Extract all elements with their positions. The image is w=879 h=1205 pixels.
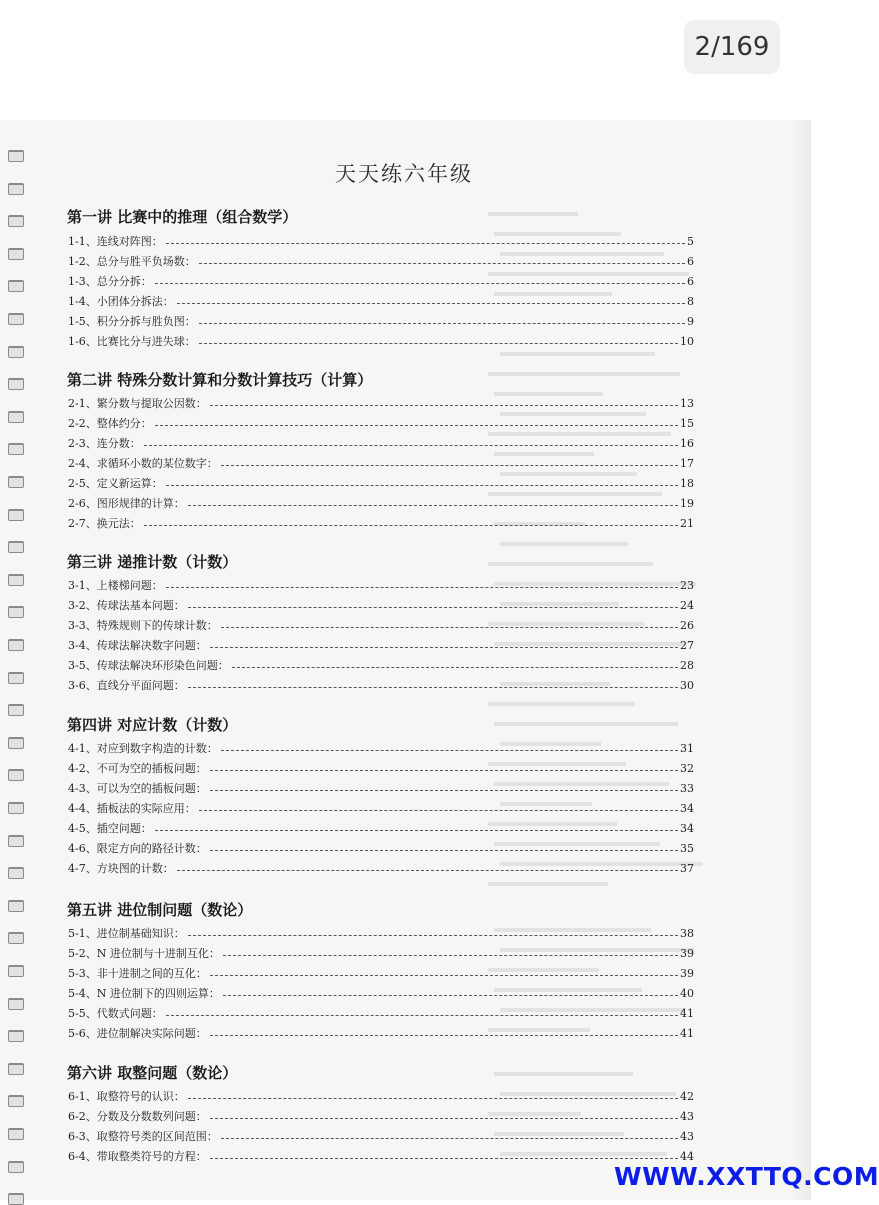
section-title: 第三讲 递推计数（计数） xyxy=(67,553,238,571)
binding-ring xyxy=(8,932,24,944)
bleed-through-stroke xyxy=(488,562,653,566)
dot-leader xyxy=(199,343,678,344)
toc-entry[interactable] xyxy=(68,676,694,694)
toc-entry[interactable] xyxy=(68,232,694,250)
binding-ring xyxy=(8,313,24,325)
toc-entry-label: 4-6、限定方向的路径计数： xyxy=(68,842,207,855)
toc-entry[interactable] xyxy=(68,839,694,857)
toc-entry[interactable] xyxy=(68,944,694,962)
toc-entry-label: 2-1、繁分数与提取公因数： xyxy=(68,397,207,410)
toc-entry-label: 1-2、总分与胜平负场数： xyxy=(68,255,196,268)
toc-entry-label: 3-1、上楼梯问题： xyxy=(68,579,163,592)
binding-ring xyxy=(8,965,24,977)
toc-entry[interactable] xyxy=(68,596,694,614)
dot-leader xyxy=(199,323,685,324)
dot-leader xyxy=(155,283,685,284)
toc-entry[interactable] xyxy=(68,779,694,797)
dot-leader xyxy=(221,750,678,751)
spiral-binding xyxy=(0,140,30,1200)
toc-entry[interactable] xyxy=(68,984,694,1002)
dot-leader xyxy=(188,935,678,936)
page-indicator: 2/169 xyxy=(684,20,780,74)
toc-entry[interactable] xyxy=(68,759,694,777)
toc-entry-label: 5-1、进位制基础知识： xyxy=(68,927,185,940)
toc-entry[interactable] xyxy=(68,474,694,492)
toc-entry-label: 1-4、小团体分拆法： xyxy=(68,295,174,308)
toc-entry-page: 33 xyxy=(680,781,694,795)
toc-entry-page: 34 xyxy=(680,821,694,835)
binding-ring xyxy=(8,672,24,684)
toc-entry[interactable] xyxy=(68,394,694,412)
binding-ring xyxy=(8,1128,24,1140)
dot-leader xyxy=(188,505,678,506)
toc-entry-page: 41 xyxy=(680,1026,694,1040)
toc-entry-label: 3-6、直线分平面问题： xyxy=(68,679,185,692)
toc-entry-page: 10 xyxy=(680,334,694,348)
binding-ring xyxy=(8,150,24,162)
binding-ring xyxy=(8,769,24,781)
toc-entry[interactable] xyxy=(68,859,694,877)
toc-entry-page: 40 xyxy=(680,986,694,1000)
dot-leader xyxy=(144,525,678,526)
dot-leader xyxy=(188,607,678,608)
binding-ring xyxy=(8,1161,24,1173)
bleed-through-stroke xyxy=(500,352,655,356)
toc-entry-label: 4-5、插空问题： xyxy=(68,822,152,835)
dot-leader xyxy=(223,955,678,956)
binding-ring xyxy=(8,574,24,586)
binding-ring xyxy=(8,606,24,618)
toc-entry-page: 42 xyxy=(680,1089,694,1103)
bleed-through-stroke xyxy=(494,1072,633,1076)
toc-entry-label: 1-6、比赛比分与进失球： xyxy=(68,335,196,348)
dot-leader xyxy=(210,770,678,771)
binding-ring xyxy=(8,1095,24,1107)
dot-leader xyxy=(199,263,685,264)
dot-leader xyxy=(144,445,678,446)
toc-entry[interactable] xyxy=(68,1024,694,1042)
bleed-through-stroke xyxy=(494,722,678,726)
toc-entry-label: 4-2、不可为空的插板问题： xyxy=(68,762,207,775)
section-title: 第五讲 进位制问题（数论） xyxy=(67,901,253,919)
binding-ring xyxy=(8,1030,24,1042)
binding-ring xyxy=(8,215,24,227)
toc-entry-label: 6-3、取整符号类的区间范围： xyxy=(68,1130,218,1143)
dot-leader xyxy=(177,870,678,871)
dot-leader xyxy=(166,587,678,588)
toc-entry-label: 2-7、换元法： xyxy=(68,517,141,530)
dot-leader xyxy=(210,1035,678,1036)
toc-entry-label: 3-3、特殊规则下的传球计数： xyxy=(68,619,218,632)
toc-entry-page: 6 xyxy=(687,254,694,268)
site-watermark: WWW.XXTTQ.COM xyxy=(614,1162,879,1191)
dot-leader xyxy=(210,647,678,648)
dot-leader xyxy=(155,830,678,831)
toc-entry[interactable] xyxy=(68,494,694,512)
dot-leader xyxy=(155,425,678,426)
toc-entry-label: 1-5、积分分拆与胜负图： xyxy=(68,315,196,328)
document-title: 天天练六年级 xyxy=(335,162,473,186)
dot-leader xyxy=(188,1098,678,1099)
dot-leader xyxy=(166,243,685,244)
toc-entry-page: 38 xyxy=(680,926,694,940)
toc-entry-page: 34 xyxy=(680,801,694,815)
dot-leader xyxy=(210,405,678,406)
binding-ring xyxy=(8,183,24,195)
toc-entry-page: 39 xyxy=(680,946,694,960)
toc-entry-label: 3-2、传球法基本问题： xyxy=(68,599,185,612)
toc-entry-page: 8 xyxy=(687,294,694,308)
toc-entry[interactable] xyxy=(68,819,694,837)
binding-ring xyxy=(8,867,24,879)
binding-ring xyxy=(8,248,24,260)
dot-leader xyxy=(223,995,678,996)
toc-entry[interactable] xyxy=(68,924,694,942)
toc-entry-page: 24 xyxy=(680,598,694,612)
toc-entry-label: 5-6、进位制解决实际问题： xyxy=(68,1027,207,1040)
dot-leader xyxy=(221,627,678,628)
toc-entry[interactable] xyxy=(68,964,694,982)
toc-entry-page: 35 xyxy=(680,841,694,855)
toc-entry-page: 15 xyxy=(680,416,694,430)
toc-entry-label: 6-4、带取整类符号的方程： xyxy=(68,1150,207,1163)
binding-ring xyxy=(8,704,24,716)
binding-ring xyxy=(8,443,24,455)
toc-entry-label: 4-7、方块图的计数： xyxy=(68,862,174,875)
binding-ring xyxy=(8,509,24,521)
binding-ring xyxy=(8,378,24,390)
dot-leader xyxy=(177,303,685,304)
toc-entry-label: 5-3、非十进制之间的互化： xyxy=(68,967,207,980)
toc-entry[interactable] xyxy=(68,616,694,634)
toc-entry-label: 6-2、分数及分数数列问题： xyxy=(68,1110,207,1123)
toc-entry[interactable] xyxy=(68,1087,694,1105)
toc-entry[interactable] xyxy=(68,414,694,432)
section-title: 第六讲 取整问题（数论） xyxy=(67,1064,238,1082)
dot-leader xyxy=(166,485,678,486)
bleed-through-stroke xyxy=(488,702,635,706)
dot-leader xyxy=(210,1118,678,1119)
toc-entry[interactable] xyxy=(68,1107,694,1125)
dot-leader xyxy=(188,687,678,688)
dot-leader xyxy=(199,810,678,811)
toc-entry-page: 43 xyxy=(680,1109,694,1123)
toc-entry-page: 28 xyxy=(680,658,694,672)
binding-ring xyxy=(8,639,24,651)
binding-ring xyxy=(8,802,24,814)
binding-ring xyxy=(8,346,24,358)
section-title: 第一讲 比赛中的推理（组合数学） xyxy=(67,208,298,226)
toc-entry[interactable] xyxy=(68,252,694,270)
toc-entry-label: 6-1、取整符号的认识： xyxy=(68,1090,185,1103)
toc-entry[interactable] xyxy=(68,1147,694,1165)
toc-entry-label: 4-4、插板法的实际应用： xyxy=(68,802,196,815)
toc-entry-label: 2-3、连分数： xyxy=(68,437,141,450)
toc-entry-label: 2-5、定义新运算： xyxy=(68,477,163,490)
bleed-through-stroke xyxy=(488,882,608,886)
binding-ring xyxy=(8,737,24,749)
toc-entry-label: 2-2、整体约分： xyxy=(68,417,152,430)
binding-ring xyxy=(8,280,24,292)
section-title: 第二讲 特殊分数计算和分数计算技巧（计算） xyxy=(67,371,373,389)
bleed-through-stroke xyxy=(488,212,578,216)
toc-entry-label: 3-5、传球法解决环形染色问题： xyxy=(68,659,229,672)
toc-entry-page: 27 xyxy=(680,638,694,652)
toc-entry[interactable] xyxy=(68,576,694,594)
toc-entry-page: 6 xyxy=(687,274,694,288)
toc-entry[interactable] xyxy=(68,292,694,310)
toc-entry[interactable] xyxy=(68,454,694,472)
dot-leader xyxy=(166,1015,678,1016)
dot-leader xyxy=(210,975,678,976)
toc-entry-page: 9 xyxy=(687,314,694,328)
binding-ring xyxy=(8,1063,24,1075)
bleed-through-stroke xyxy=(488,372,680,376)
binding-ring xyxy=(8,835,24,847)
toc-entry-page: 21 xyxy=(680,516,694,530)
binding-ring xyxy=(8,476,24,488)
binding-ring xyxy=(8,541,24,553)
toc-entry-label: 3-4、传球法解决数字问题： xyxy=(68,639,207,652)
toc-entry-page: 16 xyxy=(680,436,694,450)
toc-entry[interactable] xyxy=(68,434,694,452)
toc-entry-label: 4-1、对应到数字构造的计数： xyxy=(68,742,218,755)
toc-entry-page: 19 xyxy=(680,496,694,510)
dot-leader xyxy=(221,1138,678,1139)
binding-ring xyxy=(8,1193,24,1205)
toc-entry-label: 5-4、N 进位制下的四则运算： xyxy=(68,987,220,1000)
toc-entry-label: 5-5、代数式问题： xyxy=(68,1007,163,1020)
toc-entry[interactable] xyxy=(68,656,694,674)
binding-ring xyxy=(8,998,24,1010)
section-title: 第四讲 对应计数（计数） xyxy=(67,716,238,734)
dot-leader xyxy=(210,850,678,851)
binding-ring xyxy=(8,900,24,912)
toc-entry-page: 37 xyxy=(680,861,694,875)
dot-leader xyxy=(221,465,678,466)
toc-entry-label: 5-2、N 进位制与十进制互化： xyxy=(68,947,220,960)
dot-leader xyxy=(210,790,678,791)
toc-entry-page: 32 xyxy=(680,761,694,775)
toc-entry-page: 13 xyxy=(680,396,694,410)
toc-entry-label: 4-3、可以为空的插板问题： xyxy=(68,782,207,795)
toc-entry-page: 41 xyxy=(680,1006,694,1020)
toc-entry-page: 18 xyxy=(680,476,694,490)
toc-entry-page: 44 xyxy=(680,1149,694,1163)
bleed-through-stroke xyxy=(500,542,628,546)
toc-entry[interactable] xyxy=(68,312,694,330)
toc-entry-page: 39 xyxy=(680,966,694,980)
toc-entry-page: 31 xyxy=(680,741,694,755)
page-edge-shadow xyxy=(790,120,811,1200)
toc-entry-page: 30 xyxy=(680,678,694,692)
toc-entry[interactable] xyxy=(68,1127,694,1145)
toc-entry-page: 23 xyxy=(680,578,694,592)
toc-entry[interactable] xyxy=(68,1004,694,1022)
toc-entry-page: 17 xyxy=(680,456,694,470)
toc-entry-page: 26 xyxy=(680,618,694,632)
toc-entry[interactable] xyxy=(68,332,694,350)
toc-entry[interactable] xyxy=(68,272,694,290)
toc-entry[interactable] xyxy=(68,514,694,532)
toc-entry[interactable] xyxy=(68,799,694,817)
toc-entry-label: 1-1、连线对阵图： xyxy=(68,235,163,248)
dot-leader xyxy=(232,667,678,668)
toc-entry-label: 2-4、求循环小数的某位数字： xyxy=(68,457,218,470)
toc-entry[interactable] xyxy=(68,739,694,757)
binding-ring xyxy=(8,411,24,423)
toc-entry-label: 2-6、图形规律的计算： xyxy=(68,497,185,510)
toc-entry-label: 1-3、总分分拆： xyxy=(68,275,152,288)
dot-leader xyxy=(210,1158,678,1159)
toc-entry-page: 5 xyxy=(687,234,694,248)
toc-entry-page: 43 xyxy=(680,1129,694,1143)
toc-entry[interactable] xyxy=(68,636,694,654)
